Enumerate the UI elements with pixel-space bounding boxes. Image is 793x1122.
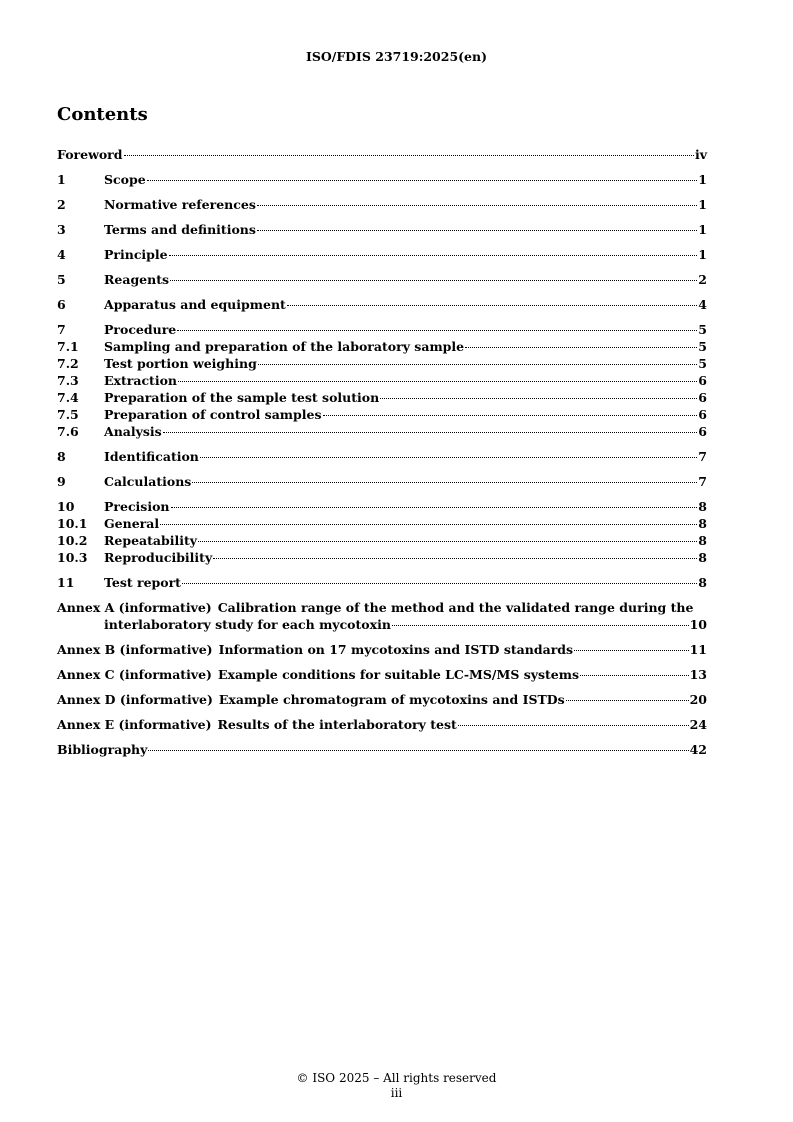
toc-label: Analysis (104, 424, 162, 439)
dot-leader (257, 205, 697, 206)
toc-entry[interactable] (57, 423, 707, 440)
toc-page: 8 (698, 499, 707, 514)
toc-page: 24 (689, 717, 707, 732)
dot-leader (574, 650, 689, 651)
toc-entry-annex-a[interactable] (57, 599, 707, 633)
toc-entry-bibliography[interactable] (57, 741, 707, 758)
toc-page: 8 (698, 533, 707, 548)
dot-leader (392, 625, 689, 626)
toc-label: Normative references (104, 197, 256, 212)
dot-leader (163, 432, 698, 433)
toc-entry[interactable] (57, 574, 707, 591)
dot-leader (258, 364, 697, 365)
toc-entry-annex-c[interactable] (57, 666, 707, 683)
toc-label: General (104, 516, 160, 531)
dot-leader (170, 280, 697, 281)
dot-leader (182, 583, 697, 584)
dot-leader (257, 230, 697, 231)
annex-title: Calibration range of the method and the validated range during the (217, 600, 694, 615)
annex-prefix: Annex D (informative) (57, 692, 213, 707)
toc-number: 4 (57, 247, 66, 262)
toc-page: 5 (698, 356, 707, 371)
toc-entry[interactable] (57, 221, 707, 238)
toc-number: 9 (57, 474, 66, 489)
toc-page: 6 (698, 424, 707, 439)
dot-leader (287, 305, 697, 306)
toc-page: 5 (698, 339, 707, 354)
toc-entry[interactable] (57, 196, 707, 213)
toc-number: 2 (57, 197, 66, 212)
toc-page: 7 (698, 449, 707, 464)
toc-page: 10 (689, 617, 707, 632)
dot-leader (160, 524, 697, 525)
annex-prefix: Annex E (informative) (57, 717, 212, 732)
toc-number: 7.4 (57, 390, 79, 405)
toc-page: 2 (698, 272, 707, 287)
toc-label: Sampling and preparation of the laboratory sample (104, 339, 465, 354)
toc-number: 3 (57, 222, 66, 237)
dot-leader (124, 155, 694, 156)
toc-entry-annex-e[interactable] (57, 716, 707, 733)
toc-label: Preparation of control samples (104, 407, 322, 422)
toc-number: 10.2 (57, 533, 88, 548)
dot-leader (178, 381, 697, 382)
toc-number: 1 (57, 172, 66, 187)
toc-label: Scope (104, 172, 146, 187)
toc-page: 42 (689, 742, 707, 757)
dot-leader (147, 180, 698, 181)
toc-page: 8 (698, 516, 707, 531)
dot-leader (169, 255, 698, 256)
dot-leader (148, 750, 688, 751)
toc-label: Apparatus and equipment (104, 297, 286, 312)
annex-title: Information on 17 mycotoxins and ISTD standards (218, 642, 574, 657)
dot-leader (198, 541, 697, 542)
toc-page: 7 (698, 474, 707, 489)
toc-page: 4 (698, 297, 707, 312)
dot-leader (177, 330, 697, 331)
toc-number: 10 (57, 499, 75, 514)
toc-entry[interactable] (57, 473, 707, 490)
toc-entry[interactable] (57, 171, 707, 188)
toc-number: 6 (57, 297, 66, 312)
toc-page: 6 (698, 407, 707, 422)
toc-label: Extraction (104, 373, 177, 388)
dot-leader (566, 700, 689, 701)
toc-number: 10.3 (57, 550, 88, 565)
toc-number: 7.3 (57, 373, 79, 388)
toc-entry[interactable] (57, 498, 707, 515)
toc-label: Reproducibility (104, 550, 213, 565)
toc-entry-annex-d[interactable] (57, 691, 707, 708)
toc-number: 7.6 (57, 424, 79, 439)
page-number: iii (390, 1086, 403, 1100)
annex-title: Example conditions for suitable LC-MS/MS systems (217, 667, 580, 682)
toc-entry[interactable] (57, 448, 707, 465)
toc-page: 1 (698, 197, 707, 212)
toc-entry[interactable] (57, 321, 707, 338)
dot-leader (323, 415, 698, 416)
toc-entry[interactable] (57, 515, 707, 532)
annex-title: Results of the interlaboratory test (217, 717, 457, 732)
annex-title: Example chromatogram of mycotoxins and ISTDs (218, 692, 565, 707)
toc-page: 1 (698, 172, 707, 187)
toc-page: 1 (698, 247, 707, 262)
dot-leader (465, 347, 697, 348)
dot-leader (213, 558, 697, 559)
toc-number: 11 (57, 575, 75, 590)
toc-entry[interactable] (57, 355, 707, 372)
toc-label: Foreword (57, 147, 123, 162)
document-header: ISO/FDIS 23719:2025(en) (305, 49, 488, 64)
table-of-contents (57, 146, 707, 758)
toc-page: 5 (698, 322, 707, 337)
dot-leader (171, 507, 698, 508)
toc-page: 6 (698, 373, 707, 388)
toc-number: 7.2 (57, 356, 79, 371)
dot-leader (580, 675, 689, 676)
toc-entry[interactable] (57, 271, 707, 288)
dot-leader (458, 725, 689, 726)
toc-page: 6 (698, 390, 707, 405)
toc-entry[interactable] (57, 549, 707, 566)
copyright-notice: © ISO 2025 – All rights reserved (296, 1071, 497, 1085)
toc-page: 8 (698, 550, 707, 565)
toc-label: Test report (104, 575, 181, 590)
toc-number: 7.5 (57, 407, 79, 422)
annex-title-continuation: interlaboratory study for each mycotoxin (104, 617, 391, 632)
dot-leader (200, 457, 697, 458)
annex-prefix: Annex C (informative) (57, 667, 212, 682)
toc-label: Precision (104, 499, 170, 514)
toc-entry[interactable] (57, 338, 707, 355)
toc-number: 5 (57, 272, 66, 287)
toc-label: Procedure (104, 322, 177, 337)
toc-label: Reagents (104, 272, 170, 287)
toc-label: Identification (104, 449, 199, 464)
toc-number: 7 (57, 322, 66, 337)
toc-page: iv (694, 147, 707, 162)
toc-entry[interactable] (57, 246, 707, 263)
toc-entry[interactable] (57, 372, 707, 389)
annex-prefix: Annex A (informative) (57, 600, 212, 615)
toc-number: 10.1 (57, 516, 88, 531)
dot-leader (192, 482, 697, 483)
toc-label: Preparation of the sample test solution (104, 390, 380, 405)
page-footer (0, 1071, 793, 1101)
annex-prefix: Annex B (informative) (57, 642, 213, 657)
toc-entry[interactable] (57, 389, 707, 406)
toc-number: 8 (57, 449, 66, 464)
toc-entry[interactable] (57, 532, 707, 549)
toc-label: Principle (104, 247, 168, 262)
toc-page: 1 (698, 222, 707, 237)
toc-number: 7.1 (57, 339, 79, 354)
toc-label: Repeatability (104, 533, 198, 548)
dot-leader (380, 398, 697, 399)
toc-label: Test portion weighing (104, 356, 257, 371)
toc-entry-foreword[interactable] (57, 146, 707, 163)
toc-page: 20 (689, 692, 707, 707)
toc-label: Bibliography (57, 742, 148, 757)
toc-entry-annex-b[interactable] (57, 641, 707, 658)
toc-entry[interactable] (57, 296, 707, 313)
toc-label: Calculations (104, 474, 192, 489)
toc-page: 11 (689, 642, 707, 657)
page-title: Contents (57, 104, 148, 125)
toc-label: Terms and definitions (104, 222, 256, 237)
toc-page: 13 (689, 667, 707, 682)
toc-page: 8 (698, 575, 707, 590)
toc-entry[interactable] (57, 406, 707, 423)
